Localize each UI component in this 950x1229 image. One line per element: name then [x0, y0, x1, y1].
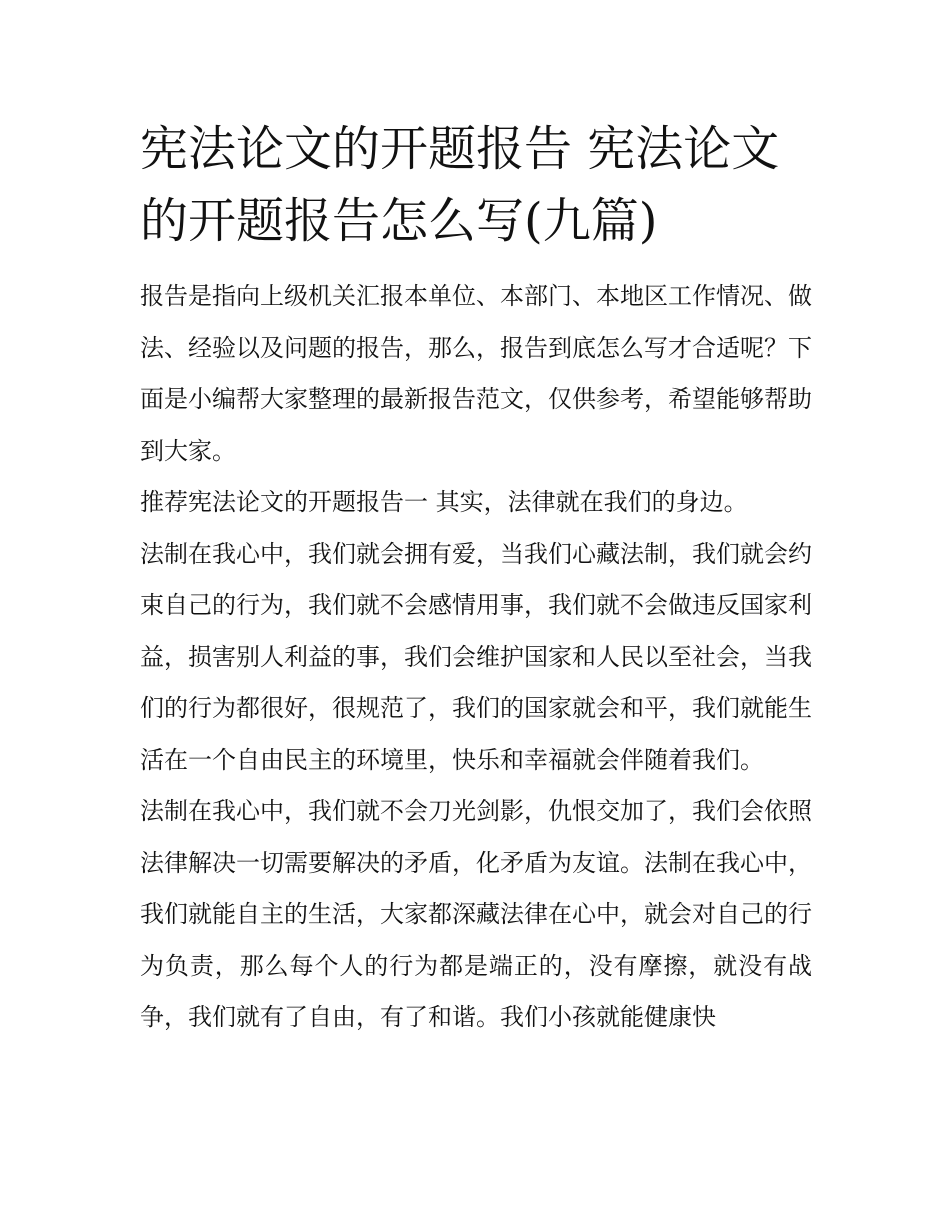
document-body [140, 113, 812, 1044]
document-title: 宪法论文的开题报告 宪法论文的开题报告怎么写(九篇) [140, 121, 780, 249]
paragraph-body-1: 法制在我心中，我们就会拥有爱，当我们心藏法制，我们就会约束自己的行为，我们就不会感情用事，我们就不会做违反国家利益，损害别人利益的事，我们会维护国家和人民以至社会，当我们的行为都很好，很规范了，我们的国家就会和平，我们就能生活在一个自由民主的环境里，快乐和幸福就会伴随着我们。 [140, 539, 812, 774]
paragraph-intro: 报告是指向上级机关汇报本单位、本部门、本地区工作情况、做法、经验以及问题的报告，那么，报告到底怎么写才合适呢？下面是小编帮大家整理的最新报告范文，仅供参考，希望能够帮助到大家。 [140, 282, 812, 465]
paragraph-body-2: 法制在我心中，我们就不会刀光剑影，仇恨交加了，我们会依照法律解决一切需要解决的矛盾，化矛盾为友谊。法制在我心中，我们就能自主的生活，大家都深藏法律在心中，就会对自己的行为负责，那么每个人的行为都是端正的，没有摩擦，就没有战争，我们就有了自由，有了和谐。我们小孩就能健康快 [140, 797, 812, 1031]
paragraph-recommendation: 推荐宪法论文的开题报告一 其实，法律就在我们的身边。 [140, 488, 748, 516]
